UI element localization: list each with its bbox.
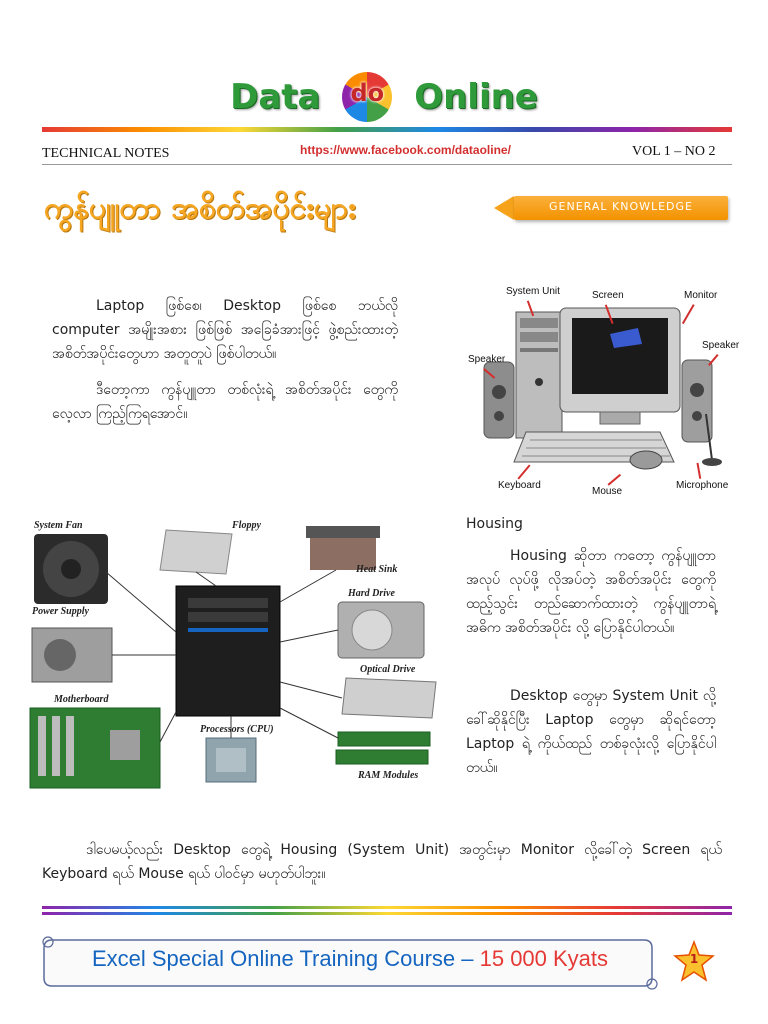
components-illustration	[26, 512, 450, 792]
label-keyboard: Keyboard	[498, 480, 541, 491]
housing-paragraph-2: Desktop တွေမှာ System Unit လို့ ခေါ်ဆိုနိုင်ပြီး Laptop တွေမှာ ဆိုရင်တော့ Laptop ရဲ့ ကိုယ်ထည် တစ်ခုလုံးလို့ ပြောနိုင်ပါတယ်။	[466, 688, 716, 776]
tag-arrow-icon	[494, 196, 514, 220]
page-number-badge	[672, 940, 716, 984]
label-ram-modules: RAM Modules	[358, 770, 419, 781]
facebook-link[interactable]: https://www.facebook.com/dataoline/	[300, 143, 511, 157]
logo-do-circle	[342, 72, 392, 122]
label-hard-drive: Hard Drive	[348, 588, 395, 599]
label-speaker-left: Speaker	[468, 354, 506, 365]
footer-rainbow-divider-1	[42, 906, 732, 909]
label-mouse: Mouse	[592, 486, 623, 497]
site-logo	[0, 72, 768, 122]
category-tag	[494, 196, 734, 220]
category-tag-label: GENERAL KNOWLEDGE	[549, 200, 693, 213]
page-number: 1	[689, 952, 699, 966]
computer-illustration	[460, 282, 748, 498]
logo-word-online: Online	[414, 77, 538, 117]
logo-word-data: Data	[230, 77, 321, 117]
label-system-fan: System Fan	[34, 520, 83, 531]
components-graphic	[26, 512, 450, 792]
label-heat-sink: Heat Sink	[356, 564, 398, 575]
header-rainbow-divider	[42, 127, 732, 132]
logo-do-text: do	[350, 79, 385, 107]
intro-paragraph-2: ဒီတော့ကာ ကွန်ပျူတာ တစ်လုံးရဲ့ အစိတ်အပိုင်း တွေကို လေ့လာ ကြည့်ကြရအောင်။	[52, 382, 398, 422]
banner-course-name: Excel Special Online Training Course –	[91, 946, 480, 971]
course-banner[interactable]	[40, 934, 660, 992]
closing-paragraph: ဒါပေမယ့်လည်း Desktop တွေရဲ့ Housing (System Unit) အတွင်းမှာ Monitor လို့ခေါ်တဲ့ Screen ရယ် Keyboard ရယ် Mouse ရယ် ပါဝင်မှာ မဟုတ်ပါဘူး။	[42, 842, 722, 882]
label-floppy: Floppy	[232, 520, 261, 531]
label-motherboard: Motherboard	[54, 694, 109, 705]
label-monitor: Monitor	[684, 290, 718, 301]
header-rule	[42, 164, 732, 165]
intro-paragraph-1: Laptop ဖြစ်စေ၊ Desktop ဖြစ်စေ ဘယ်လို computer အမျိုးအစား ဖြစ်ဖြစ် အခြေခံအားဖြင့် ဖွဲ့စည်းထားတဲ့ အစိတ်အပိုင်းတွေဟာ အတူတူပဲ ဖြစ်ပါတယ်။	[52, 298, 398, 362]
label-optical-drive: Optical Drive	[360, 664, 416, 675]
section-label: TECHNICAL NOTES	[42, 146, 170, 161]
housing-heading: Housing	[466, 516, 523, 532]
label-processors: Processors (CPU)	[200, 724, 274, 735]
label-system-unit: System Unit	[506, 286, 560, 297]
label-microphone: Microphone	[676, 480, 729, 491]
label-speaker-right: Speaker	[702, 340, 740, 351]
article-title: ကွန်ပျူတာ အစိတ်အပိုင်းများ	[44, 191, 356, 226]
label-screen: Screen	[592, 290, 624, 301]
footer-rainbow-divider-2	[42, 912, 732, 915]
banner-text	[40, 946, 660, 972]
computer-diagram	[460, 282, 748, 498]
label-power-supply: Power Supply	[32, 606, 89, 617]
housing-paragraph-1: Housing ဆိုတာ ကတော့ ကွန်ပျူတာ အလုပ် လုပ်ဖို့ လိုအပ်တဲ့ အစိတ်အပိုင်း တွေကို ထည့်သွင်း တည်ဆောက်ထားတဲ့ ကွန်ပျူတာရဲ့ အဓိက အစိတ်အပိုင်း လို့ ပြောနိုင်ပါတယ်။	[466, 548, 716, 636]
banner-price: 15 000 Kyats	[479, 946, 609, 971]
volume-label: VOL 1 – NO 2	[632, 144, 716, 159]
